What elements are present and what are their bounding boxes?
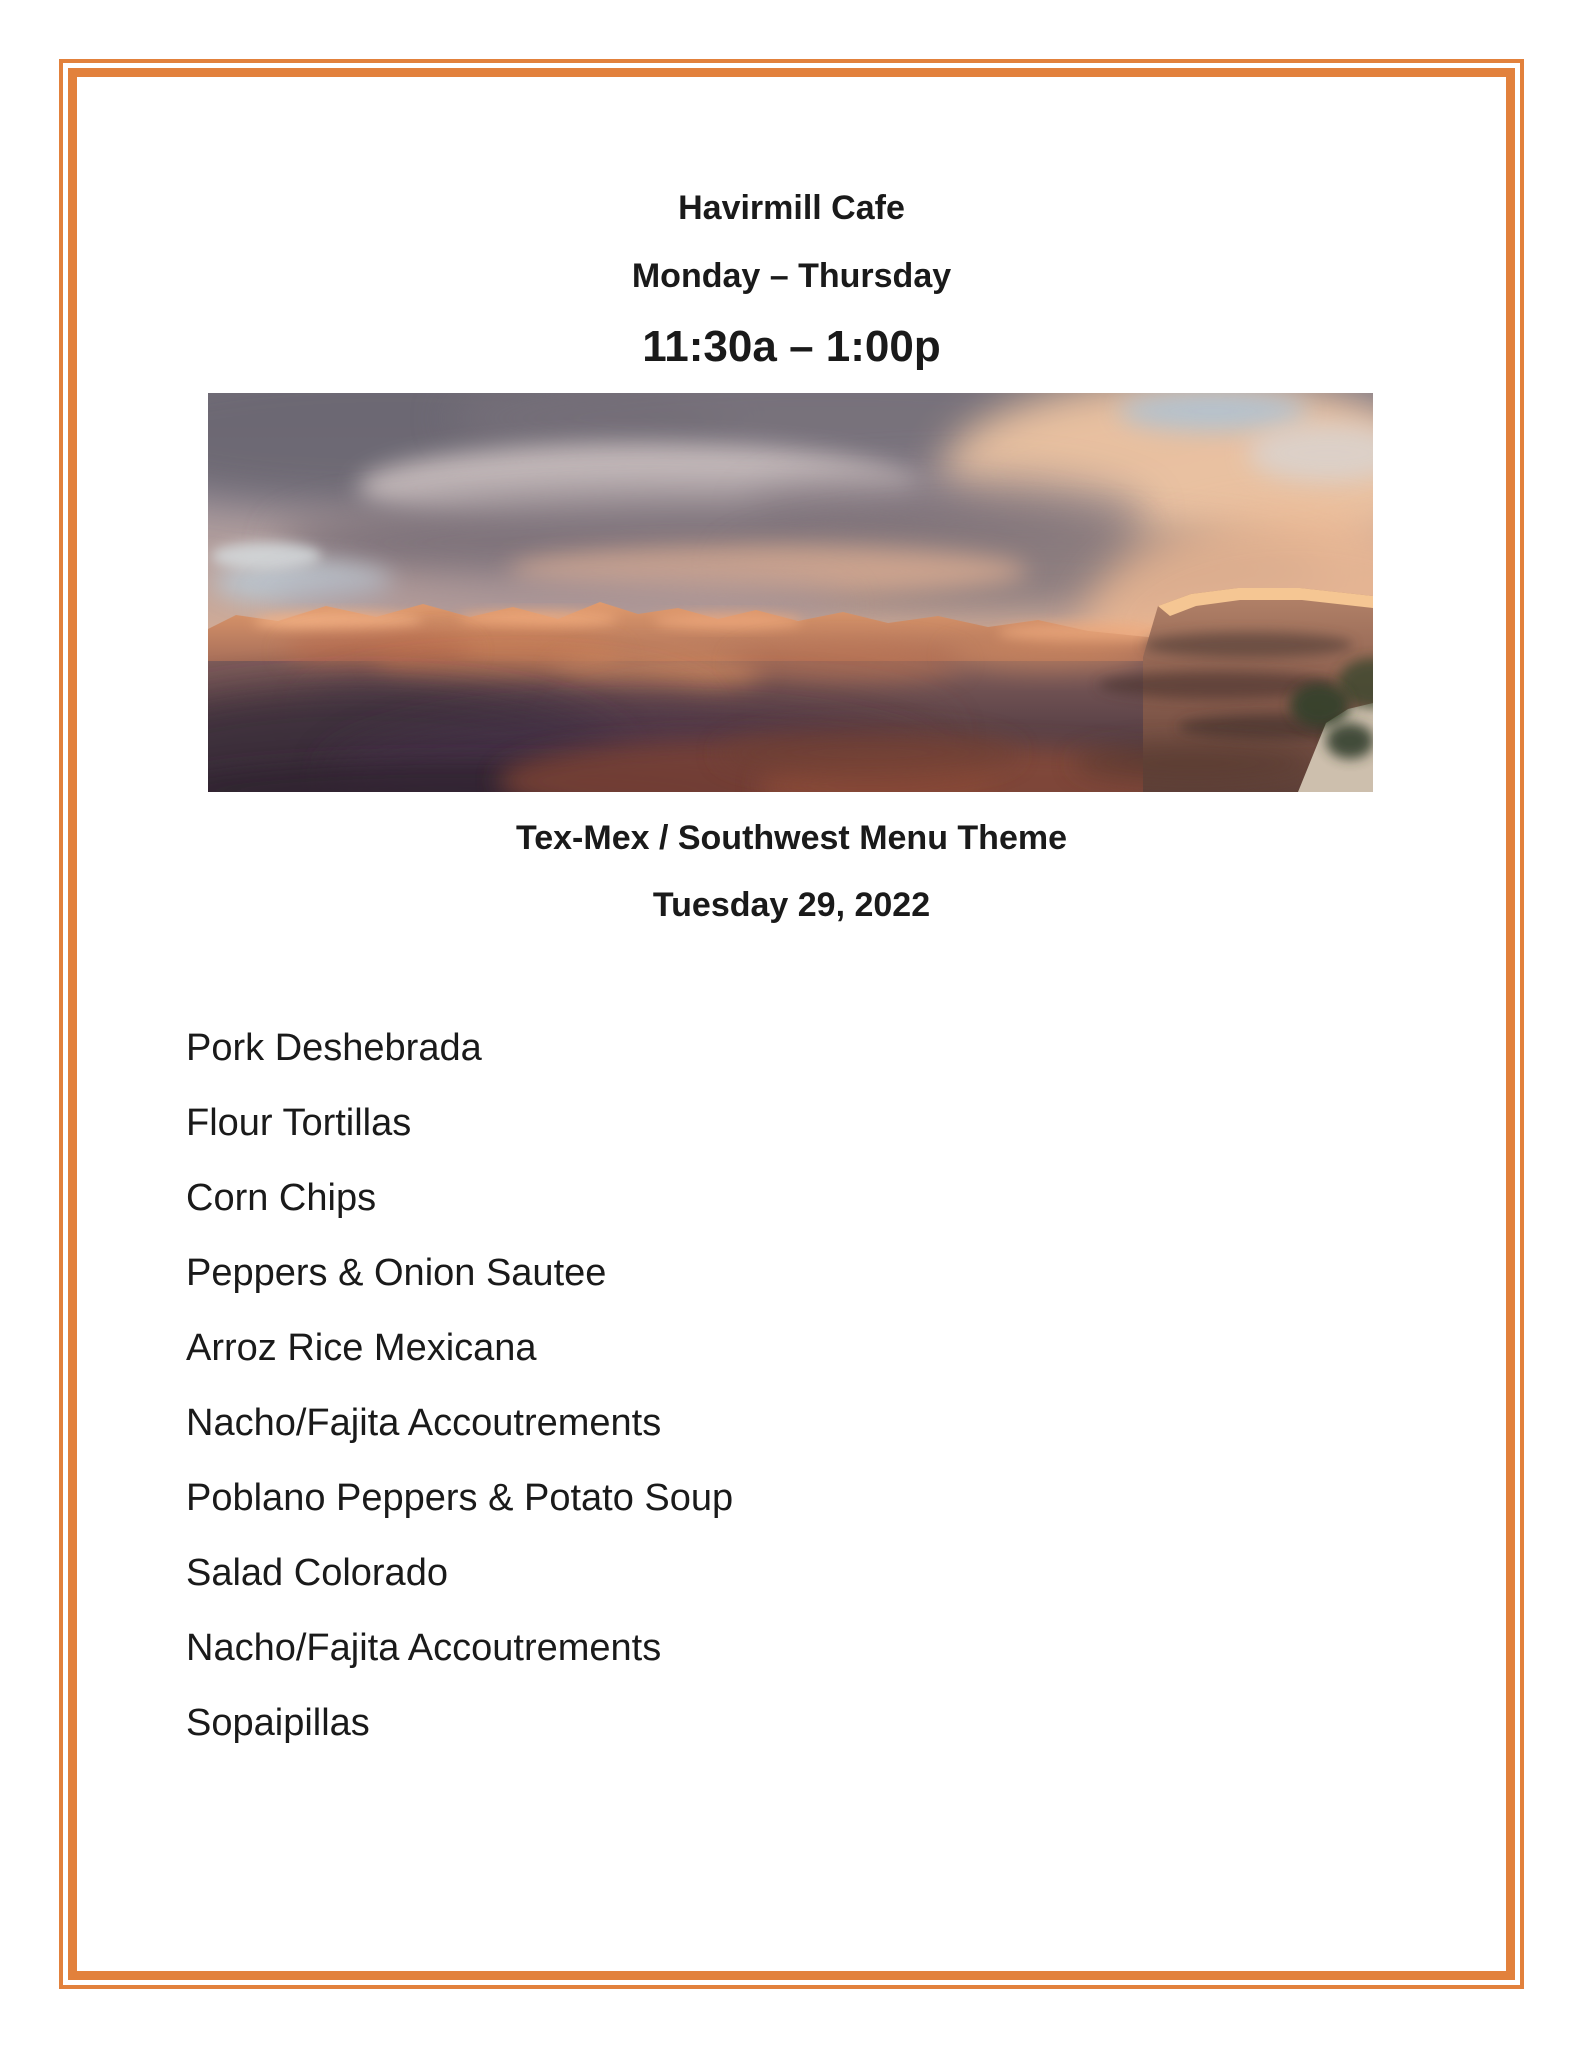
menu-item: Poblano Peppers & Potato Soup — [186, 1477, 734, 1519]
service-days: Monday – Thursday — [631, 257, 952, 295]
menu-item: Nacho/Fajita Accoutrements — [186, 1627, 662, 1669]
menu-item: Peppers & Onion Sautee — [186, 1252, 607, 1294]
menu-item: Arroz Rice Mexicana — [186, 1327, 537, 1369]
menu-item: Corn Chips — [186, 1177, 377, 1219]
menu-item: Flour Tortillas — [186, 1102, 412, 1144]
canyon-sunset-photo — [208, 393, 1373, 792]
menu-item: Sopaipillas — [186, 1702, 370, 1744]
menu-date: Tuesday 29, 2022 — [652, 886, 931, 924]
menu-item: Salad Colorado — [186, 1552, 448, 1594]
menu-item: Pork Deshebrada — [186, 1027, 482, 1069]
service-hours: 11:30a – 1:00p — [642, 322, 941, 371]
cafe-title: Havirmill Cafe — [678, 189, 905, 227]
menu-theme-title: Tex-Mex / Southwest Menu Theme — [515, 819, 1067, 857]
canyon-sunset-illustration — [208, 393, 1373, 792]
menu-list — [186, 1011, 733, 1761]
menu-item: Nacho/Fajita Accoutrements — [186, 1402, 662, 1444]
